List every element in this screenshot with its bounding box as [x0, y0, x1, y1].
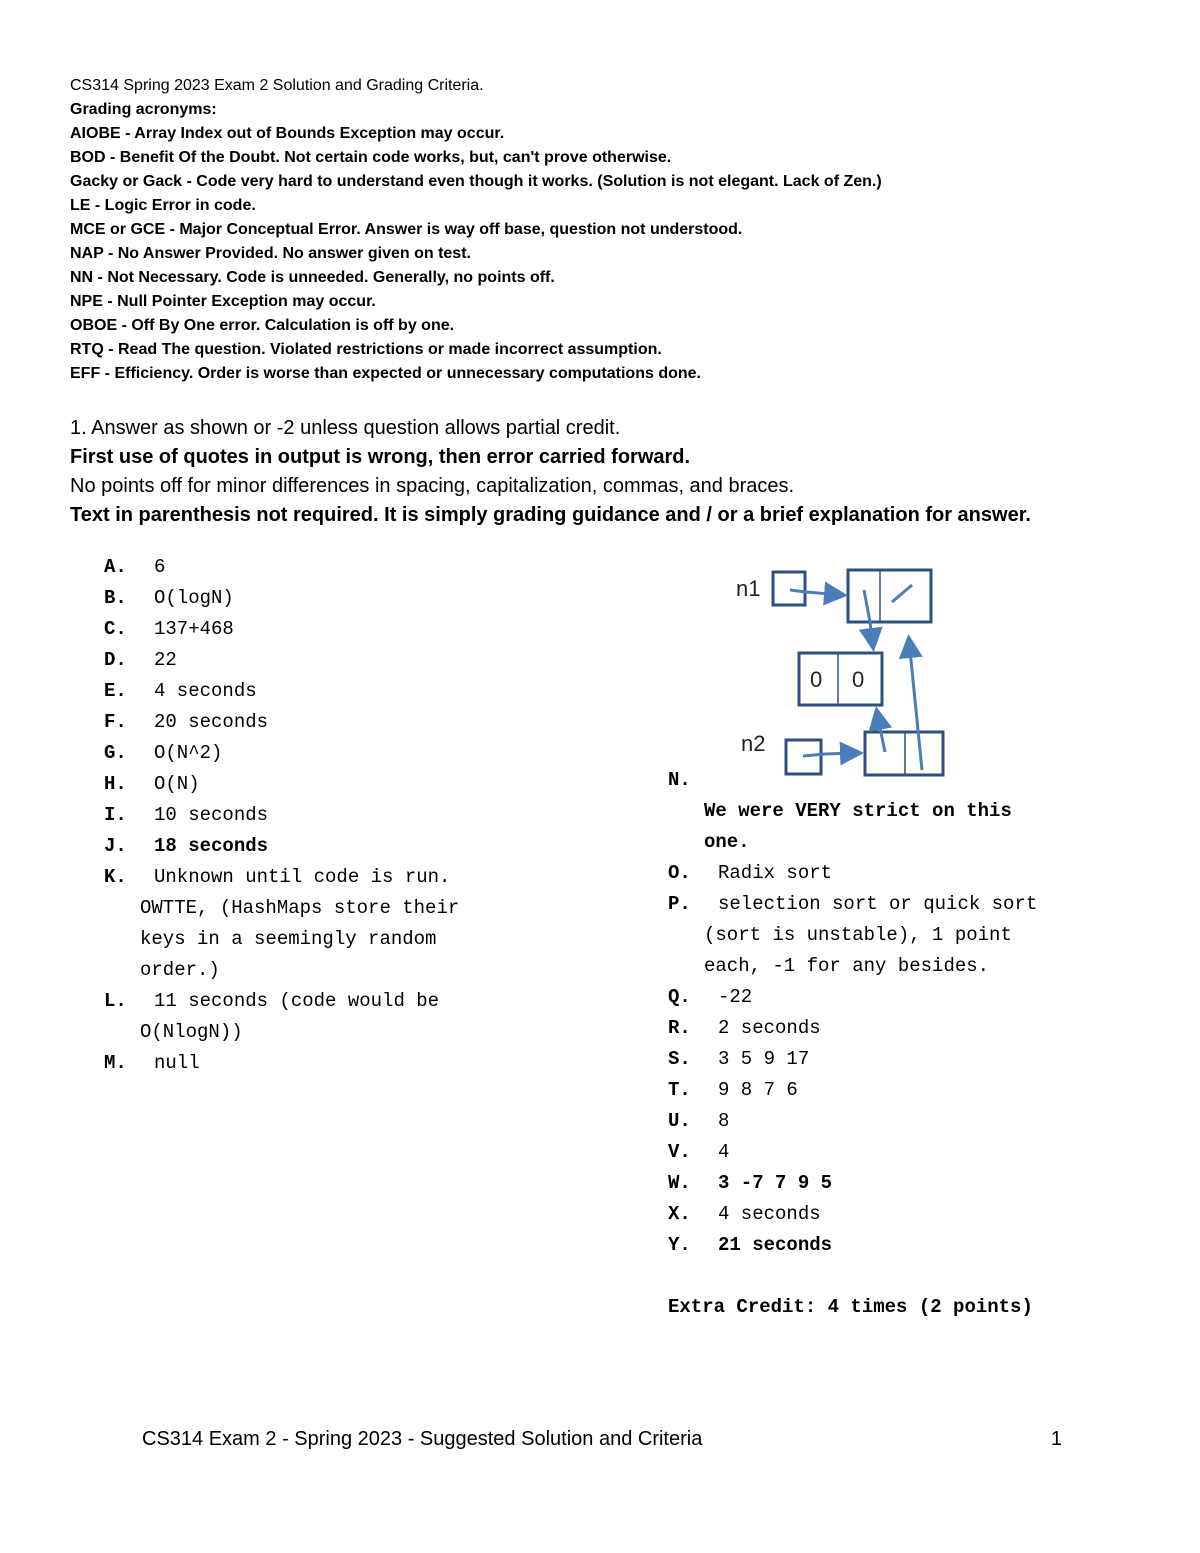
acronym-item: BOD - Benefit Of the Doubt. Not certain code works, but, can't prove otherwise.	[70, 149, 672, 166]
answer-text	[718, 1013, 1138, 1044]
acronym-item: Gacky or Gack - Code very hard to understand even though it works. (Solution is not elegant. Lack of Zen.)	[70, 173, 882, 190]
answer-line: O(NlogN))	[140, 1021, 243, 1043]
answer-letter: H.	[104, 773, 127, 795]
answer-text	[154, 831, 574, 862]
answer-item	[104, 645, 574, 676]
answer-text	[154, 676, 574, 707]
answer-text	[154, 552, 574, 583]
answer-letter: S.	[668, 1048, 691, 1070]
null-slash-icon	[892, 585, 912, 602]
n1-reference-box	[773, 572, 805, 605]
answer-item	[668, 1106, 1138, 1137]
answer-text	[154, 769, 574, 800]
answer-continuation	[104, 893, 574, 924]
acronym-item: MCE or GCE - Major Conceptual Error. Answer is way off base, question not understood.	[70, 221, 743, 238]
answer-item	[104, 552, 574, 583]
answer-letter: I.	[104, 804, 127, 826]
acronym-item: NN - Not Necessary. Code is unneeded. Generally, no points off.	[70, 269, 555, 286]
answer-line: 11 seconds (code would be	[154, 990, 440, 1012]
answer-continuation	[668, 796, 1138, 827]
answer-line: 18 seconds	[154, 835, 269, 857]
answer-line: 20 seconds	[154, 711, 269, 733]
answer-letter: E.	[104, 680, 127, 702]
answer-line: O(logN)	[154, 587, 234, 609]
footer-text: CS314 Exam 2 - Spring 2023 - Suggested Solution and Criteria	[142, 1428, 703, 1450]
answer-item	[668, 982, 1138, 1013]
answer-letter: X.	[668, 1203, 691, 1225]
answer-item	[104, 800, 574, 831]
answer-line: 9 8 7 6	[718, 1079, 798, 1101]
answer-text	[718, 889, 1138, 920]
page-number: 1	[1050, 1428, 1062, 1450]
linked-node-diagram	[730, 560, 960, 785]
answer-letter: F.	[104, 711, 127, 733]
answer-line: keys in a seemingly random	[140, 928, 437, 950]
answer-item	[104, 738, 574, 769]
n1-arrow	[790, 590, 842, 595]
answer-text	[718, 1075, 1138, 1106]
answer-letter: L.	[104, 990, 127, 1012]
answer-line: Radix sort	[718, 862, 833, 884]
question-1-instructions	[70, 414, 1150, 530]
answer-line: 10 seconds	[154, 804, 269, 826]
answer-letter: G.	[104, 742, 127, 764]
answer-letter: O.	[668, 862, 691, 884]
acronym-item: AIOBE - Array Index out of Bounds Exception may occur.	[70, 125, 505, 142]
answer-text	[154, 583, 574, 614]
acronym-item: NPE - Null Pointer Exception may occur.	[70, 293, 376, 310]
top-node-box	[848, 570, 931, 622]
answer-letter: R.	[668, 1017, 691, 1039]
acronym-item: EFF - Efficiency. Order is worse than expected or unnecessary computations done.	[70, 365, 701, 382]
n2-arrow	[803, 753, 858, 756]
answer-item	[668, 1075, 1138, 1106]
data-node-left-value: 0	[810, 667, 823, 692]
acronyms-heading: Grading acronyms:	[70, 101, 217, 118]
answer-continuation	[668, 951, 1138, 982]
answer-item	[668, 1137, 1138, 1168]
answer-item	[104, 769, 574, 800]
instruction-line: No points off for minor differences in spacing, capitalization, commas, and braces.	[70, 475, 795, 497]
answer-text	[154, 862, 574, 893]
answer-item	[104, 862, 574, 893]
answer-text	[718, 1230, 1138, 1261]
acronym-item: NAP - No Answer Provided. No answer given on test.	[70, 245, 471, 262]
answer-continuation	[104, 1017, 574, 1048]
answer-continuation	[104, 924, 574, 955]
answer-text	[718, 1168, 1138, 1199]
answer-line: OWTTE, (HashMaps store their	[140, 897, 460, 919]
n1-label: n1	[736, 576, 761, 601]
answer-letter: U.	[668, 1110, 691, 1132]
n2-label: n2	[741, 731, 766, 756]
extra-credit: Extra Credit: 4 times (2 points)	[668, 1296, 1033, 1318]
answer-line: O(N)	[154, 773, 200, 795]
answers-left-column	[104, 552, 574, 1079]
answer-item	[668, 1199, 1138, 1230]
answer-text	[718, 1106, 1138, 1137]
answer-text	[154, 614, 574, 645]
answer-text	[718, 765, 1138, 796]
answer-item	[668, 1044, 1138, 1075]
acronym-item: RTQ - Read The question. Violated restrictions or made incorrect assumption.	[70, 341, 662, 358]
answer-text	[154, 800, 574, 831]
answer-item	[104, 707, 574, 738]
answer-letter: W.	[668, 1172, 691, 1194]
answer-text	[154, 738, 574, 769]
answer-letter: C.	[104, 618, 127, 640]
answer-line: 2 seconds	[718, 1017, 821, 1039]
answers-right-column	[668, 765, 1138, 1323]
answer-line: order.)	[140, 959, 220, 981]
answer-line: 8	[718, 1110, 730, 1132]
answer-item	[104, 986, 574, 1017]
answer-letter: B.	[104, 587, 127, 609]
instruction-line: 1. Answer as shown or -2 unless question allows partial credit.	[70, 417, 621, 439]
answer-line: (sort is unstable), 1 point	[704, 924, 1012, 946]
grading-header	[70, 74, 1130, 386]
answer-item	[668, 765, 1138, 796]
answer-letter: K.	[104, 866, 127, 888]
answer-line: We were VERY strict on this	[704, 800, 1012, 822]
answer-item	[668, 889, 1138, 920]
answer-letter: P.	[668, 893, 691, 915]
instruction-line: First use of quotes in output is wrong, then error carried forward.	[70, 446, 691, 468]
answer-line: null	[154, 1052, 200, 1074]
document-title: CS314 Spring 2023 Exam 2 Solution and Grading Criteria.	[70, 77, 484, 94]
answer-letter: D.	[104, 649, 127, 671]
answer-item	[668, 1230, 1138, 1261]
answer-letter: Q.	[668, 986, 691, 1008]
answer-line: 22	[154, 649, 177, 671]
answer-text	[154, 986, 574, 1017]
answer-continuation	[668, 920, 1138, 951]
page-footer	[142, 1424, 1062, 1454]
answer-continuation	[668, 827, 1138, 858]
answer-letter: T.	[668, 1079, 691, 1101]
answer-line: -22	[718, 986, 753, 1008]
answer-line: 137+468	[154, 618, 234, 640]
answer-letter: A.	[104, 556, 127, 578]
answer-text	[718, 982, 1138, 1013]
acronym-item: OBOE - Off By One error. Calculation is off by one.	[70, 317, 455, 334]
acronym-item: LE - Logic Error in code.	[70, 197, 256, 214]
answer-item	[668, 858, 1138, 889]
answer-line: 4 seconds	[718, 1203, 821, 1225]
answer-text	[154, 645, 574, 676]
answer-line: 4 seconds	[154, 680, 257, 702]
answer-text	[718, 1137, 1138, 1168]
answer-line: 4	[718, 1141, 730, 1163]
answer-line: 6	[154, 556, 166, 578]
answer-line: one.	[704, 831, 750, 853]
answer-item	[104, 614, 574, 645]
data-node-right-value: 0	[852, 667, 865, 692]
answer-text	[718, 1044, 1138, 1075]
answer-line: 21 seconds	[718, 1234, 833, 1256]
answer-letter: V.	[668, 1141, 691, 1163]
answer-letter: M.	[104, 1052, 127, 1074]
answer-text	[154, 707, 574, 738]
answer-text	[718, 1199, 1138, 1230]
answer-letter: J.	[104, 835, 127, 857]
answer-continuation	[104, 955, 574, 986]
answer-text	[154, 1048, 574, 1079]
answer-item	[104, 583, 574, 614]
answer-line: 3 5 9 17	[718, 1048, 810, 1070]
answer-letter: Y.	[668, 1234, 691, 1256]
bottom-to-top-arrow	[909, 640, 922, 770]
answer-line: selection sort or quick sort	[718, 893, 1038, 915]
answer-item	[668, 1168, 1138, 1199]
instruction-line: Text in parenthesis not required. It is simply grading guidance and / or a brief explanation for answer.	[70, 504, 1031, 526]
answer-line: O(N^2)	[154, 742, 223, 764]
answer-item	[104, 1048, 574, 1079]
answer-line: each, -1 for any besides.	[704, 955, 990, 977]
top-to-data-arrow	[864, 590, 873, 646]
answer-line: 3 -7 7 9 5	[718, 1172, 833, 1194]
answer-item	[668, 1013, 1138, 1044]
answer-letter: N.	[668, 769, 691, 791]
answer-item	[104, 831, 574, 862]
answer-text	[718, 858, 1138, 889]
answer-item	[104, 676, 574, 707]
answer-line: Unknown until code is run.	[154, 866, 451, 888]
